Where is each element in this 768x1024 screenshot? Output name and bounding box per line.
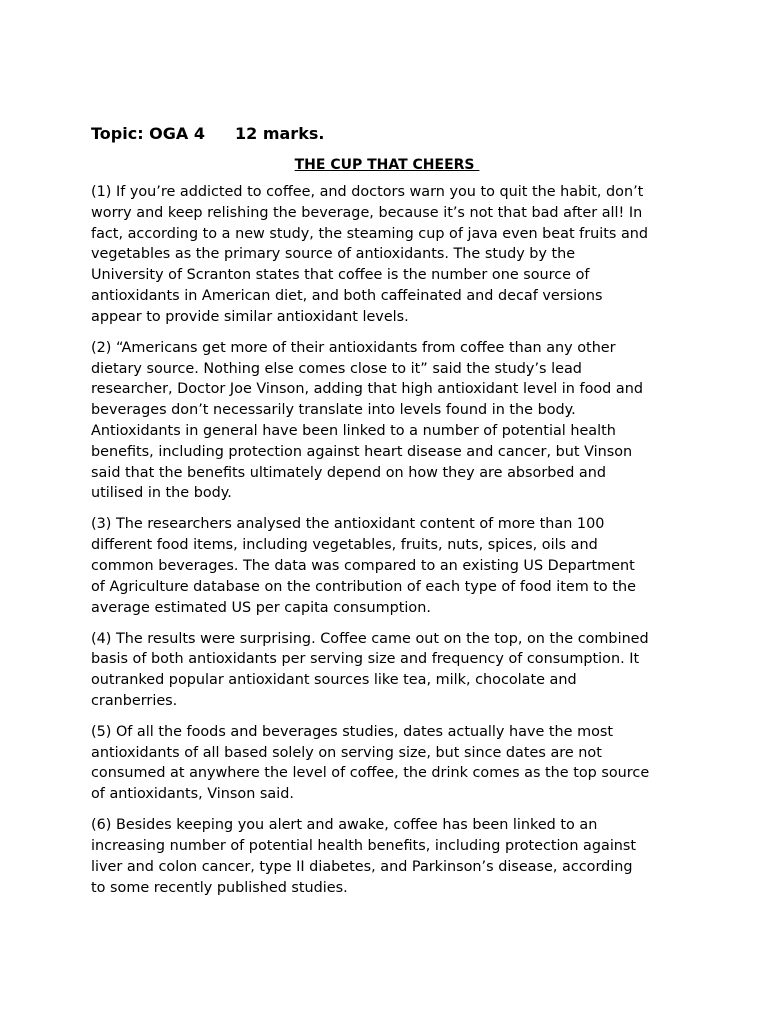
paragraph-line: cranberries. [91,692,178,709]
article-title: THE CUP THAT CHEERS [294,157,480,173]
paragraph-2 [91,338,683,504]
paragraph-line: outranked popular antioxidant sources like tea, milk, chocolate and [91,672,577,689]
topic-heading [91,124,683,144]
topic-label: Topic: OGA 4 [91,124,205,143]
paragraph-line: vegetables as the primary source of antioxidants. The study by the [91,246,576,263]
paragraph-line: said that the benefits ultimately depend on how they are absorbed and [91,464,607,481]
paragraph-6 [91,815,683,898]
paragraph-line: antioxidants of all based solely on serving size, but since dates are not [91,744,602,761]
paragraph-line: average estimated US per capita consumption. [91,599,431,616]
paragraph-line: to some recently published studies. [91,879,348,896]
paragraph-line: consumed at anywhere the level of coffee, the drink comes as the top source [91,765,650,782]
paragraph-line: (1) If you’re addicted to coffee, and doctors warn you to quit the habit, don’t [91,184,644,200]
paragraph-line: of antioxidants, Vinson said. [91,786,294,803]
topic-marks: 12 marks. [235,124,325,143]
paragraph-line: benefits, including protection against heart disease and cancer, but Vinson [91,443,633,460]
paragraph-line: worry and keep relishing the beverage, because it’s not that bad after all! In [91,204,643,221]
paragraph-line: fact, according to a new study, the steaming cup of java even beat fruits and [91,225,649,242]
paragraph-3 [91,514,683,618]
paragraph-line: (5) Of all the foods and beverages studies, dates actually have the most [91,723,614,740]
paragraph-line: common beverages. The data was compared to an existing US Department [91,557,635,574]
document-page [91,124,683,909]
paragraph-line: appear to provide similar antioxidant levels. [91,308,409,325]
paragraph-line: (4) The results were surprising. Coffee came out on the top, on the combined [91,630,649,647]
paragraph-line: (2) “Americans get more of their antioxidants from coffee than any other [91,339,616,356]
paragraph-4 [91,629,683,712]
paragraph-line: antioxidants in American diet, and both caffeinated and decaf versions [91,287,603,304]
paragraph-line: (6) Besides keeping you alert and awake, coffee has been linked to an [91,817,598,834]
paragraph-line: of Agriculture database on the contribution of each type of food item to the [91,578,636,595]
paragraph-line: beverages don’t necessarily translate into levels found in the body. [91,402,576,419]
paragraph-5 [91,722,683,805]
paragraph-line: dietary source. Nothing else comes close to it” said the study’s lead [91,360,582,377]
paragraph-line: (3) The researchers analysed the antioxidant content of more than 100 [91,516,605,533]
paragraph-line: increasing number of potential health benefits, including protection against [91,838,637,855]
paragraph-line: Antioxidants in general have been linked to a number of potential health [91,422,616,439]
paragraph-line: liver and colon cancer, type II diabetes, and Parkinson’s disease, according [91,858,633,875]
paragraph-line: utilised in the body. [91,485,232,502]
paragraph-line: researcher, Doctor Joe Vinson, adding that high antioxidant level in food and [91,381,643,398]
paragraph-1 [91,182,683,328]
paragraph-line: different food items, including vegetables, fruits, nuts, spices, oils and [91,537,598,554]
paragraph-line: University of Scranton states that coffee is the number one source of [91,267,590,284]
paragraph-line: basis of both antioxidants per serving size and frequency of consumption. It [91,651,640,668]
